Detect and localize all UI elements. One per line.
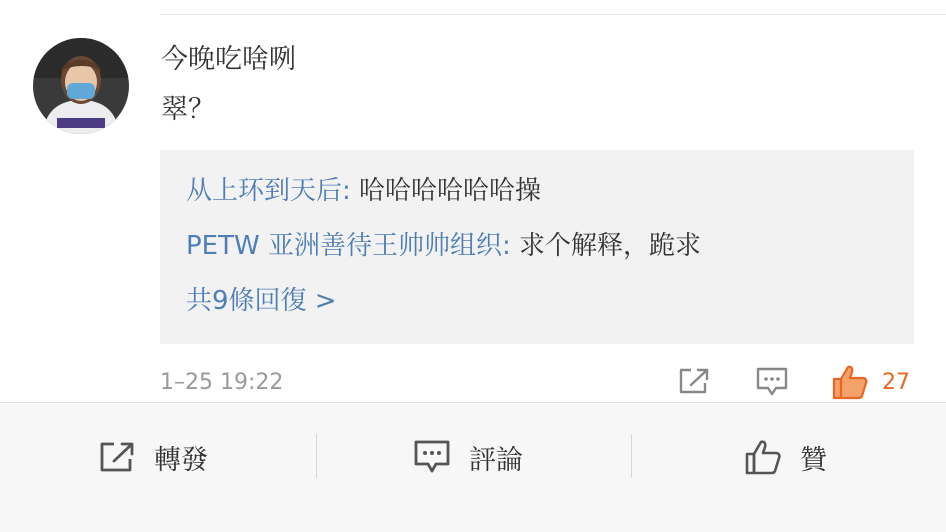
avatar-image	[33, 38, 129, 134]
reply-separator: :	[501, 231, 519, 261]
comment-icon	[413, 439, 451, 475]
comment-line-1: 今晚吃啥咧	[161, 44, 296, 75]
reply-separator: :	[342, 176, 360, 206]
divider	[631, 434, 632, 478]
reply-preview-box[interactable]	[160, 150, 914, 344]
reply-text: 求个解释，跪求	[519, 231, 702, 261]
comment-button[interactable]	[413, 433, 523, 481]
forward-button[interactable]	[98, 433, 208, 481]
like-label: 贊	[800, 444, 827, 476]
forward-icon	[98, 440, 136, 474]
reply-item[interactable]	[186, 174, 541, 208]
more-replies-link[interactable]: 共9條回復 >	[186, 286, 337, 316]
avatar[interactable]	[33, 38, 129, 134]
reply-author[interactable]: PETW 亚洲善待王帅帅组织	[186, 231, 502, 261]
like-count: 27	[882, 370, 910, 395]
comment-label: 評論	[469, 444, 523, 476]
bottom-action-bar	[0, 402, 946, 532]
timestamp: 1–25 19:22	[160, 370, 284, 395]
like-icon	[744, 438, 782, 476]
top-divider	[160, 14, 946, 15]
reply-item[interactable]	[186, 229, 701, 263]
reply-author[interactable]: 从上环到天后	[186, 176, 343, 206]
reply-text: 哈哈哈哈哈哈操	[359, 176, 542, 206]
forward-icon[interactable]	[677, 366, 711, 400]
like-icon[interactable]	[831, 363, 869, 405]
comment-icon[interactable]	[755, 366, 789, 402]
forward-label: 轉發	[154, 444, 208, 476]
divider	[316, 434, 317, 478]
like-button[interactable]	[744, 433, 827, 481]
comment-line-2: 翠？	[161, 94, 215, 125]
